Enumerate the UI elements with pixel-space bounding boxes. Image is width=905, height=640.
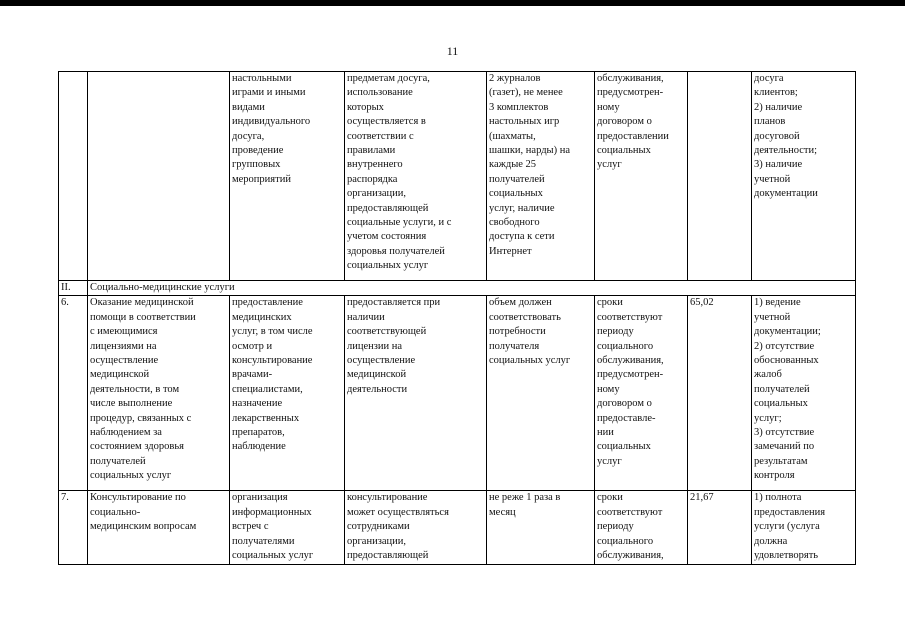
cell-num xyxy=(59,72,88,281)
cell-content: настольными играми и иными видами индивидуального досуга, проведение групповых мероприятий xyxy=(230,72,345,281)
service-conditions: предоставляется при наличии соответствующей лицензии на осуществление медицинской деятельности xyxy=(345,296,487,491)
service-name: Оказание медицинской помощи в соответствии с имеющимися лицензиями на осуществление медицинской деятельности, в том числе выполнение процедур, связанных с наблюдением за состоянием здоровья получателей социальных услуг xyxy=(88,296,230,491)
cell-terms: обслуживания, предусмотрен- ному договором о предоставлении социальных услуг xyxy=(595,72,688,281)
service-name: Консультирование по социально- медицинским вопросам xyxy=(88,491,230,565)
service-volume: объем должен соответствовать потребности получателя социальных услуг xyxy=(487,296,595,491)
service-conditions: консультирование может осуществляться сотрудниками организации, предоставляющей xyxy=(345,491,487,565)
service-terms: сроки соответствуют периоду социального обслуживания, предусмотрен- ному договором о предоставле- нии социальных услуг xyxy=(595,296,688,491)
row-number: 6. xyxy=(59,296,88,491)
table-row xyxy=(59,296,856,491)
cell-indicators: досуга клиентов; 2) наличие планов досуговой деятельности; 3) наличие учетной документации xyxy=(752,72,856,281)
service-indicators: 1) полнота предоставления услуги (услуга должна удовлетворять xyxy=(752,491,856,565)
page-number: 11 xyxy=(446,44,459,58)
service-cost: 65,02 xyxy=(688,296,752,491)
top-border xyxy=(0,0,905,6)
services-table xyxy=(58,71,856,565)
service-terms: сроки соответствуют периоду социального обслуживания, xyxy=(595,491,688,565)
service-content: предоставление медицинских услуг, в том числе осмотр и консультирование врачами- специалистами, назначение лекарственных препаратов, наблюдение xyxy=(230,296,345,491)
service-cost: 21,67 xyxy=(688,491,752,565)
continuation-row xyxy=(59,72,856,281)
service-indicators: 1) ведение учетной документации; 2) отсутствие обоснованных жалоб получателей социальных услуг; 3) отсутствие замечаний по результатам контроля xyxy=(752,296,856,491)
section-title: Социально-медицинские услуги xyxy=(88,281,856,296)
cell-volume: 2 журналов (газет), не менее 3 комплектов настольных игр (шахматы, шашки, нарды) на каждые 25 получателей социальных услуг, наличие свободного доступа к сети Интернет xyxy=(487,72,595,281)
row-number: 7. xyxy=(59,491,88,565)
table-row xyxy=(59,491,856,565)
section-number: II. xyxy=(59,281,88,296)
service-volume: не реже 1 раза в месяц xyxy=(487,491,595,565)
cell-name xyxy=(88,72,230,281)
section-row xyxy=(59,281,856,296)
service-content: организация информационных встреч с получателями социальных услуг xyxy=(230,491,345,565)
cell-cost xyxy=(688,72,752,281)
cell-conditions: предметам досуга, использование которых осуществляется в соответствии с правилами внутреннего распорядка организации, предоставляющей социальные услуги, и с учетом состояния здоровья получателей социальных услуг xyxy=(345,72,487,281)
